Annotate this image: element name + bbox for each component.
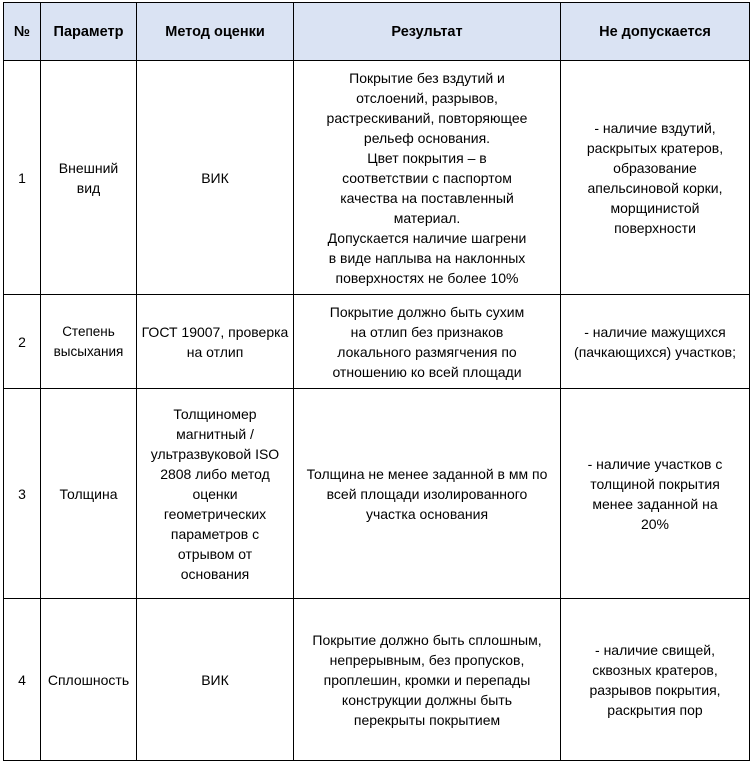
not-allowed-line: образование (613, 159, 697, 176)
method-line: на отлип (186, 343, 244, 360)
table-body (4, 61, 750, 761)
not-allowed-line: (пачкающихся) участков; (574, 343, 736, 360)
not-allowed-line: раскрытия пор (607, 701, 703, 718)
not-allowed-cell (561, 61, 750, 295)
not-allowed-line: толщиной покрытия (590, 475, 720, 492)
header-result: Результат (294, 3, 561, 61)
method-line: параметров с (170, 525, 260, 542)
inspection-table (3, 2, 750, 761)
not-allowed-line: - наличие мажущихся (584, 323, 726, 340)
table-row (4, 295, 750, 389)
result-line: растрескиваний, повторяющее (326, 109, 528, 126)
parameter-line: Внешний (58, 159, 119, 176)
method-line: ГОСТ 19007, проверка (141, 323, 289, 340)
result-line: непрерывным, без пропусков, (329, 651, 525, 668)
result-line: Покрытие должно быть сухим (329, 303, 525, 320)
method-line: ВИК (201, 671, 229, 688)
not-allowed-line: - наличие вздутий, (594, 119, 716, 136)
header-number: № (4, 3, 41, 61)
parameter-cell (41, 295, 137, 389)
method-line: оценки (192, 485, 238, 502)
result-line: проплешин, кромки и перепады (323, 671, 531, 688)
table-row (4, 61, 750, 295)
result-line: перекрыты покрытием (353, 711, 501, 728)
row-number: 1 (4, 61, 41, 295)
result-line: в виде наплыва на наклонных (328, 249, 526, 266)
result-line: отслоений, разрывов, (356, 89, 498, 106)
row-number: 4 (4, 599, 41, 761)
method-cell (137, 389, 294, 599)
method-line: основания (180, 565, 250, 582)
not-allowed-line: морщинистой (610, 199, 700, 216)
table-row (4, 389, 750, 599)
parameter-cell (41, 599, 137, 761)
row-number: 2 (4, 295, 41, 389)
not-allowed-line: апельсиновой корки, (587, 179, 723, 196)
result-cell (294, 389, 561, 599)
result-line: рельеф основания. (363, 129, 491, 146)
result-cell (294, 61, 561, 295)
result-line: конструкции должны быть (341, 691, 513, 708)
result-line: всей площади изолированного (326, 485, 528, 502)
parameter-cell (41, 61, 137, 295)
result-line: Покрытие без вздутий и (349, 69, 505, 86)
method-line: отрывом от (177, 545, 253, 562)
table-header (4, 3, 750, 61)
result-line: Цвет покрытия – в (367, 149, 487, 166)
parameter-line: Толщина (59, 485, 118, 502)
result-line: участка основания (365, 505, 489, 522)
not-allowed-line: разрывов покрытия, (589, 681, 721, 698)
not-allowed-cell (561, 389, 750, 599)
method-cell (137, 599, 294, 761)
result-cell (294, 599, 561, 761)
method-cell (137, 295, 294, 389)
row-number: 3 (4, 389, 41, 599)
method-line: ВИК (201, 169, 229, 186)
result-line: поверхностях не более 10% (335, 269, 519, 286)
result-line: материал. (393, 209, 461, 226)
header-method: Метод оценки (137, 3, 294, 61)
not-allowed-line: 20% (640, 515, 670, 532)
method-line: магнитный / (176, 425, 254, 442)
result-line: отношению ко всей площади (332, 363, 522, 380)
parameter-line: Степень (62, 323, 115, 339)
parameter-line: Сплошность (47, 671, 130, 688)
parameter-line: высыхания (53, 343, 124, 359)
method-line: Толщиномер (173, 405, 257, 422)
not-allowed-line: раскрытых кратеров, (586, 139, 724, 156)
result-line: Покрытие должно быть сплошным, (312, 631, 542, 648)
result-line: Толщина не менее заданной в мм по (306, 465, 548, 482)
not-allowed-cell (561, 599, 750, 761)
not-allowed-cell (561, 295, 750, 389)
header-row (4, 3, 750, 61)
result-line: локального размягчения по (337, 343, 517, 360)
method-line: ультразвуковой ISO (150, 445, 280, 462)
parameter-line: вид (76, 179, 101, 196)
not-allowed-line: поверхности (614, 219, 696, 236)
result-line: качества на поставленный (340, 189, 514, 206)
result-line: Допускается наличие шагрени (327, 229, 527, 246)
not-allowed-line: сквозных кратеров, (592, 661, 718, 678)
table-row (4, 599, 750, 761)
method-cell (137, 61, 294, 295)
method-line: 2808 либо метод (160, 465, 270, 482)
result-cell (294, 295, 561, 389)
not-allowed-line: - наличие свищей, (595, 641, 715, 658)
result-line: соответствии с паспортом (342, 169, 512, 186)
header-parameter: Параметр (41, 3, 137, 61)
header-not-allowed: Не допускается (561, 3, 750, 61)
not-allowed-line: менее заданной на (592, 495, 718, 512)
parameter-cell (41, 389, 137, 599)
result-line: на отлип без признаков (350, 323, 504, 340)
not-allowed-line: - наличие участков с (587, 455, 723, 472)
method-line: геометрических (163, 505, 267, 522)
